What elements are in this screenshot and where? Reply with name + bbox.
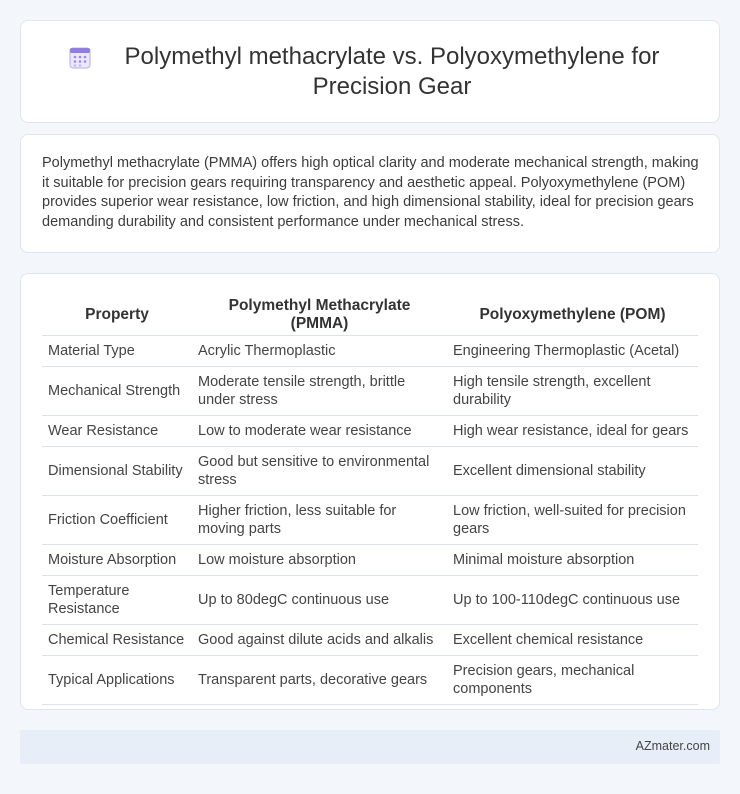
footer-bar [20,730,720,764]
table-row [42,416,698,447]
pmma-cell: Good against dilute acids and alkalis [192,625,447,656]
table-row [42,576,698,625]
comparison-table-card [20,273,720,710]
page-title: Polymethyl methacrylate vs. Polyoxymethylene for Precision Gear [124,42,660,100]
table-row [42,447,698,496]
pom-cell: Low friction, well-suited for precision gears [447,496,698,545]
pom-cell: Excellent chemical resistance [447,625,698,656]
pmma-cell: Low to moderate wear resistance [192,416,447,447]
pom-cell: Precision gears, mechanical components [447,656,698,705]
document-icon [68,46,92,70]
column-header-pom: Polyoxymethylene (POM) [447,295,698,336]
table-row [42,367,698,416]
pom-cell: Minimal moisture absorption [447,545,698,576]
pmma-cell: Higher friction, less suitable for moving parts [192,496,447,545]
pmma-cell: Transparent parts, decorative gears [192,656,447,705]
pom-cell: High wear resistance, ideal for gears [447,416,698,447]
footer-site-name: AZmater.com [635,739,710,753]
pmma-cell: Moderate tensile strength, brittle under stress [192,367,447,416]
pmma-cell: Acrylic Thermoplastic [192,336,447,367]
column-header-pmma: Polymethyl Methacrylate (PMMA) [192,295,447,336]
table-row [42,545,698,576]
intro-paragraph: Polymethyl methacrylate (PMMA) offers high optical clarity and moderate mechanical strength, making it suitable for precision gears requiring transparency and aesthetic appeal. Polyoxymethylene (POM) provides superior wear resistance, low friction, and high dimensional stability, ideal for precision gears demanding durability and consistent performance under mechanical stress. [42,155,699,230]
pmma-cell: Low moisture absorption [192,545,447,576]
pmma-cell: Up to 80degC continuous use [192,576,447,625]
intro-card [20,134,720,253]
property-cell: Typical Applications [42,656,192,705]
table-row [42,336,698,367]
pmma-cell: Good but sensitive to environmental stress [192,447,447,496]
property-cell: Chemical Resistance [42,625,192,656]
property-cell: Material Type [42,336,192,367]
property-cell: Temperature Resistance [42,576,192,625]
table-row [42,625,698,656]
property-cell: Mechanical Strength [42,367,192,416]
pom-cell: Engineering Thermoplastic (Acetal) [447,336,698,367]
property-cell: Friction Coefficient [42,496,192,545]
table-header-row [42,295,698,336]
table-row [42,656,698,705]
property-cell: Moisture Absorption [42,545,192,576]
property-cell: Dimensional Stability [42,447,192,496]
column-header-property: Property [42,295,192,336]
comparison-table [42,295,698,705]
pom-cell: High tensile strength, excellent durability [447,367,698,416]
table-row [42,496,698,545]
pom-cell: Up to 100-110degC continuous use [447,576,698,625]
property-cell: Wear Resistance [42,416,192,447]
pom-cell: Excellent dimensional stability [447,447,698,496]
title-card [20,20,720,123]
